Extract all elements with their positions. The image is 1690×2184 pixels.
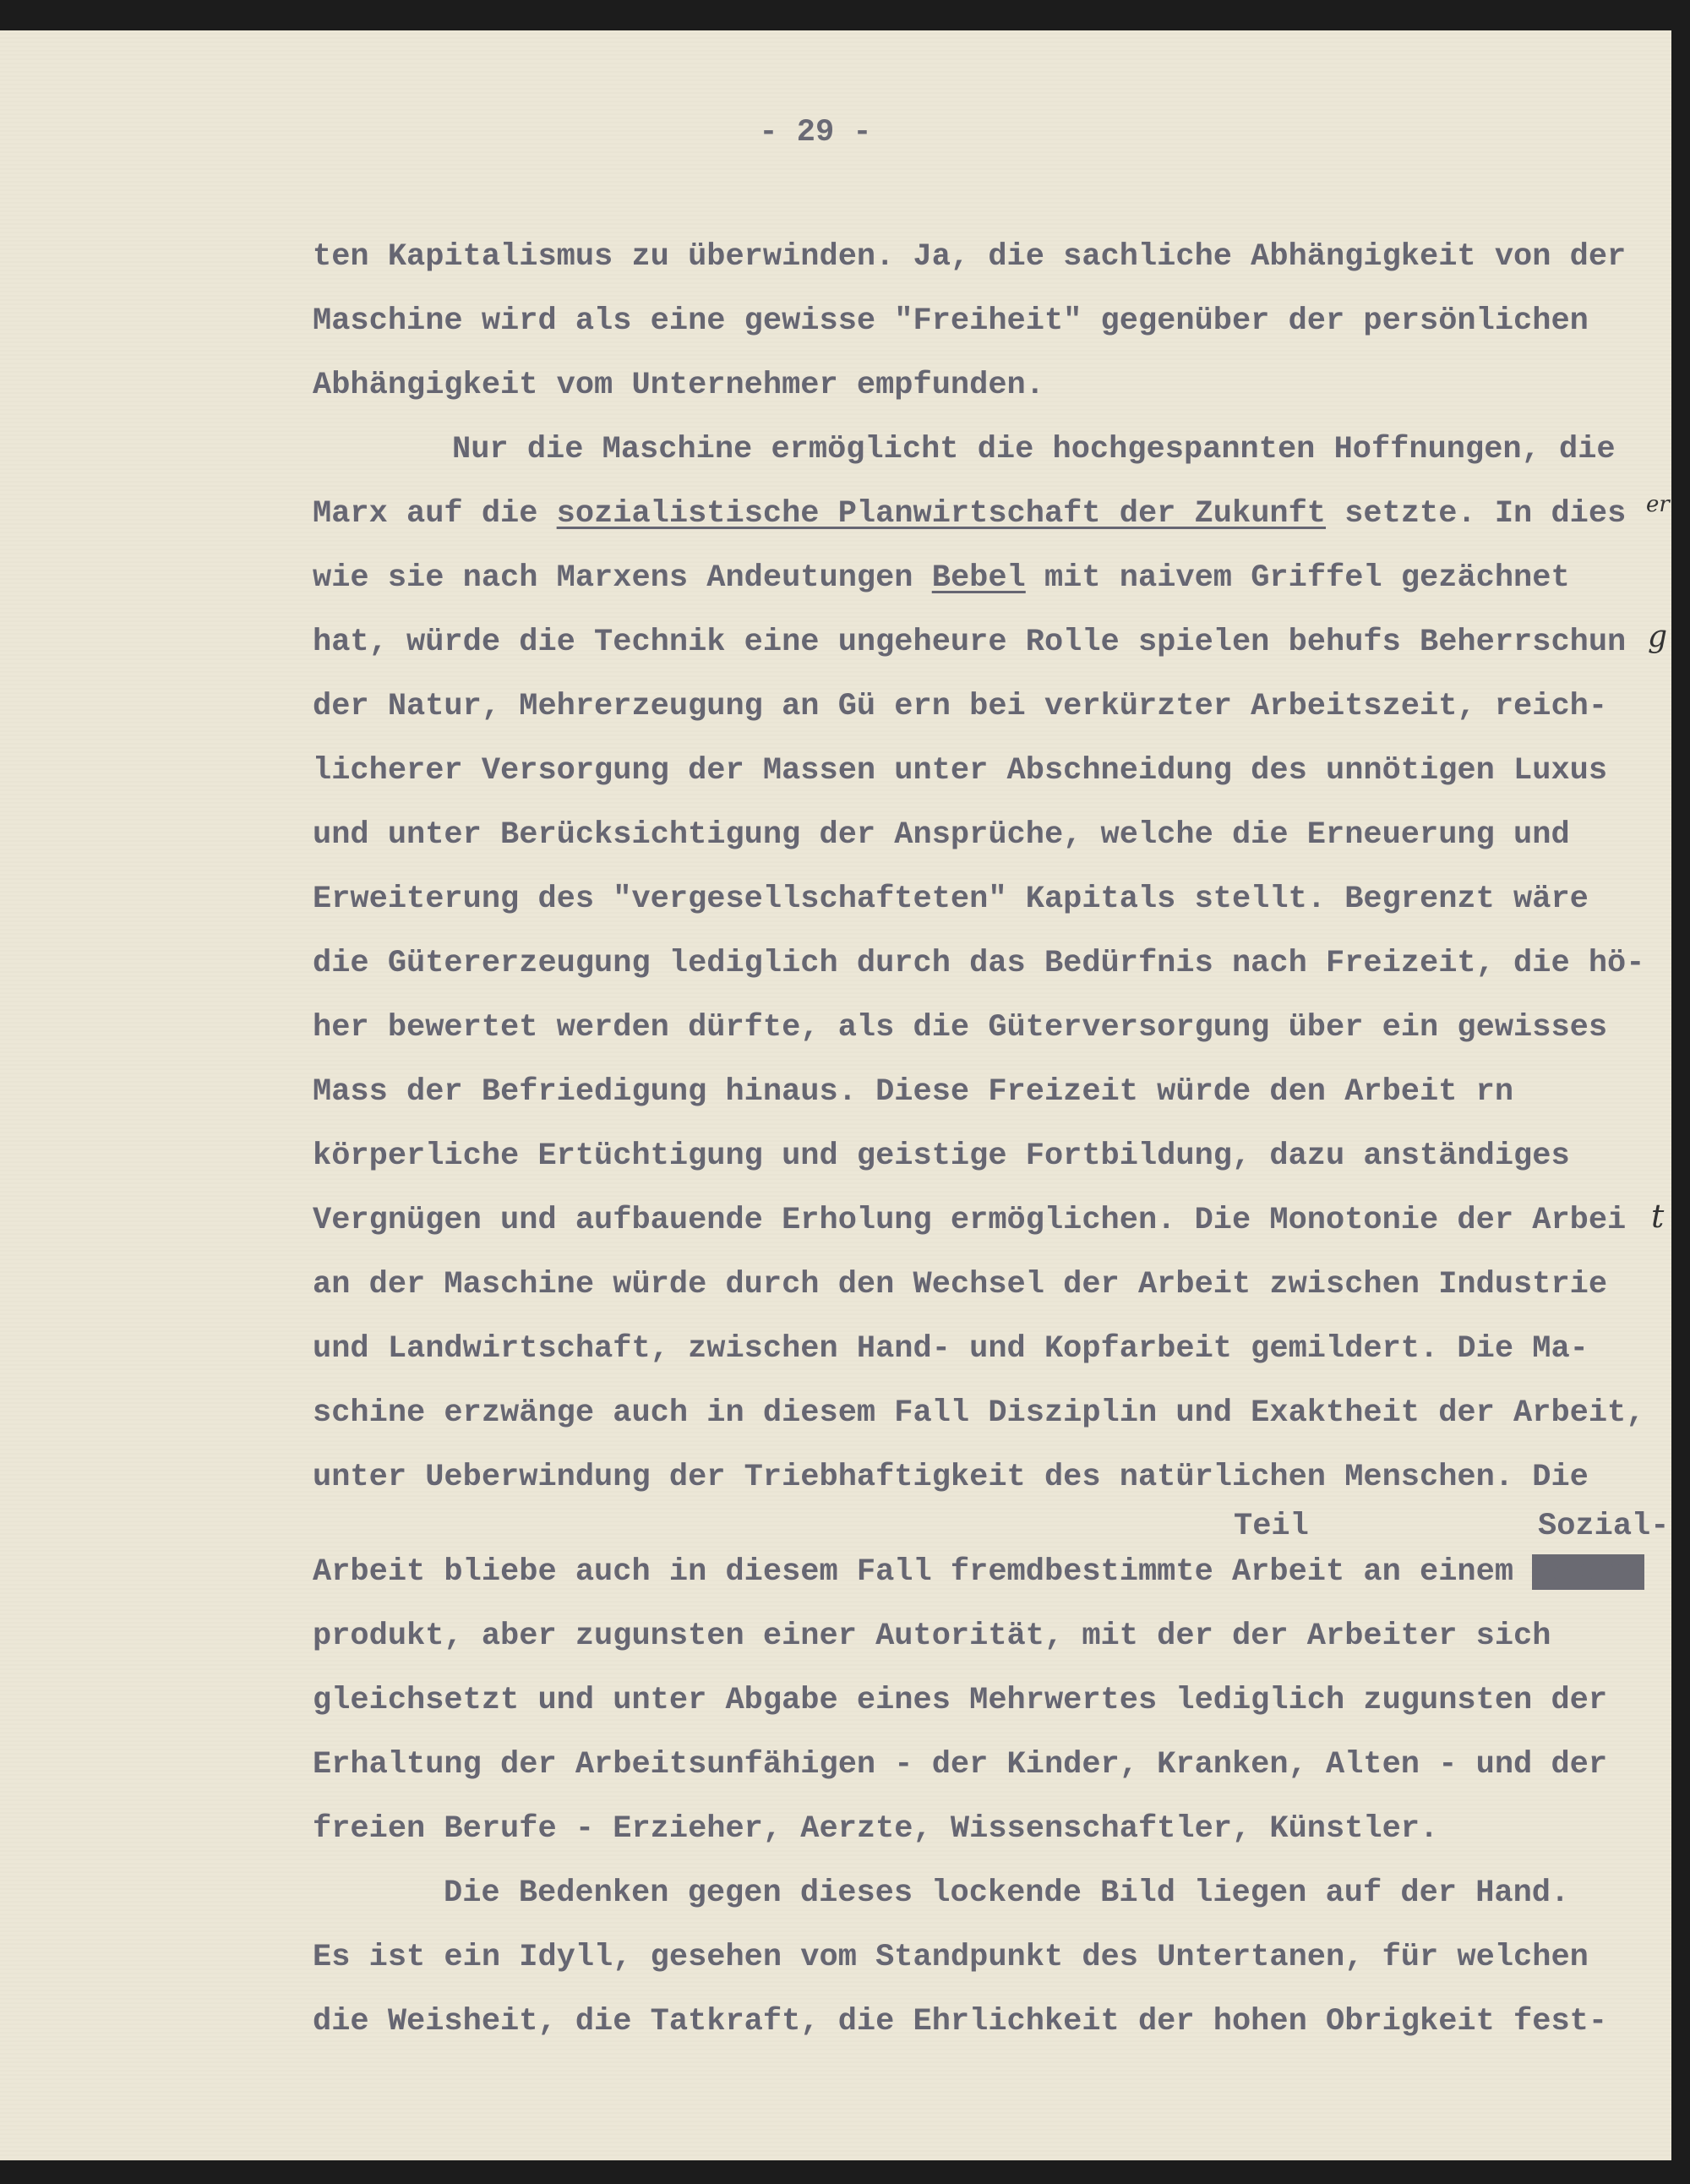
text-line: licherer Versorgung der Massen unter Abschneidung des unnötigen Luxus xyxy=(313,753,1608,789)
insertion-teil: Teil xyxy=(1234,1509,1309,1544)
text-line: Erhaltung der Arbeitsunfähigen - der Kinder, Kranken, Alten - und der xyxy=(313,1747,1608,1783)
text-line: Die Bedenken gegen dieses lockende Bild liegen auf der Hand. xyxy=(444,1876,1570,1911)
text-line: der Natur, Mehrerzeugung an Gü ern bei verkürzter Arbeitszeit, reich- xyxy=(313,689,1608,724)
text-line: ten Kapitalismus zu überwinden. Ja, die sachliche Abhängigkeit von der xyxy=(313,239,1627,275)
text-line: Nur die Maschine ermöglicht die hochgespannten Hoffnungen, die xyxy=(452,432,1616,467)
handwritten-correction-g: g xyxy=(1648,620,1668,654)
text-line: Es ist ein Idyll, gesehen vom Standpunkt des Untertanen, für welchen xyxy=(313,1940,1589,1975)
text-line xyxy=(313,560,1570,597)
text-line: Mass der Befriedigung hinaus. Diese Freizeit würde den Arbeit rn xyxy=(313,1074,1514,1110)
text-segment: Arbeit bliebe auch in diesem Fall fremdbestimmte Arbeit an einem xyxy=(313,1554,1533,1590)
text-line xyxy=(313,1554,1644,1591)
text-line: körperliche Ertüchtigung und geistige Fortbildung, dazu anständiges xyxy=(313,1138,1570,1174)
text-line: Erweiterung des "vergesellschafteten" Kapitals stellt. Begrenzt wäre xyxy=(313,882,1589,917)
text-line: Abhängigkeit vom Unternehmer empfunden. xyxy=(313,368,1044,403)
text-line: und Landwirtschaft, zwischen Hand- und Kopfarbeit gemildert. Die Ma- xyxy=(313,1331,1589,1367)
text-line: an der Maschine würde durch den Wechsel der Arbeit zwischen Industrie xyxy=(313,1267,1608,1302)
page-number: - 29 - xyxy=(759,115,872,150)
text-line: hat, würde die Technik eine ungeheure Rolle spielen behufs Beherrschun xyxy=(313,625,1627,660)
text-line: produkt, aber zugunsten einer Autorität, mit der der Arbeiter sich xyxy=(313,1619,1551,1654)
text-line: schine erzwänge auch in diesem Fall Disziplin und Exaktheit der Arbeit, xyxy=(313,1395,1645,1431)
text-line: freien Berufe - Erzieher, Aerzte, Wissenschaftler, Künstler. xyxy=(313,1811,1439,1847)
text-line: Vergnügen und aufbauende Erholung ermöglichen. Die Monotonie der Arbei xyxy=(313,1203,1627,1238)
text-line: her bewertet werden dürfte, als die Güterversorgung über ein gewisses xyxy=(313,1010,1608,1046)
underlined-text: Bebel xyxy=(931,560,1026,596)
document-page xyxy=(0,30,1671,2160)
text-line: unter Ueberwindung der Triebhaftigkeit des natürlichen Menschen. Die xyxy=(313,1460,1589,1495)
text-line: die Weisheit, die Tatkraft, die Ehrlichkeit der hohen Obrigkeit fest- xyxy=(313,2004,1608,2039)
insertion-sozial: Sozial- xyxy=(1538,1509,1670,1544)
text-line xyxy=(313,496,1626,532)
handwritten-correction-er: er xyxy=(1646,492,1670,517)
struck-out-text: Gesamt xyxy=(1532,1554,1645,1590)
text-segment: setzte. In dies xyxy=(1326,496,1627,532)
text-segment: mit naivem Griffel gezächnet xyxy=(1025,560,1570,596)
text-line: Maschine wird als eine gewisse "Freiheit" gegenüber der persönlichen xyxy=(313,303,1589,339)
text-segment: wie sie nach Marxens Andeutungen xyxy=(313,560,932,596)
text-line: und unter Berücksichtigung der Ansprüche, welche die Erneuerung und xyxy=(313,817,1570,853)
text-line: gleichsetzt und unter Abgabe eines Mehrwertes lediglich zugunsten der xyxy=(313,1683,1608,1718)
underlined-text: sozialistische Planwirtschaft der Zukunft xyxy=(556,496,1327,532)
text-line: die Gütererzeugung lediglich durch das Bedürfnis nach Freizeit, die hö- xyxy=(313,946,1645,981)
text-segment: Marx auf die xyxy=(313,496,557,532)
handwritten-correction-t: t xyxy=(1651,1198,1665,1235)
